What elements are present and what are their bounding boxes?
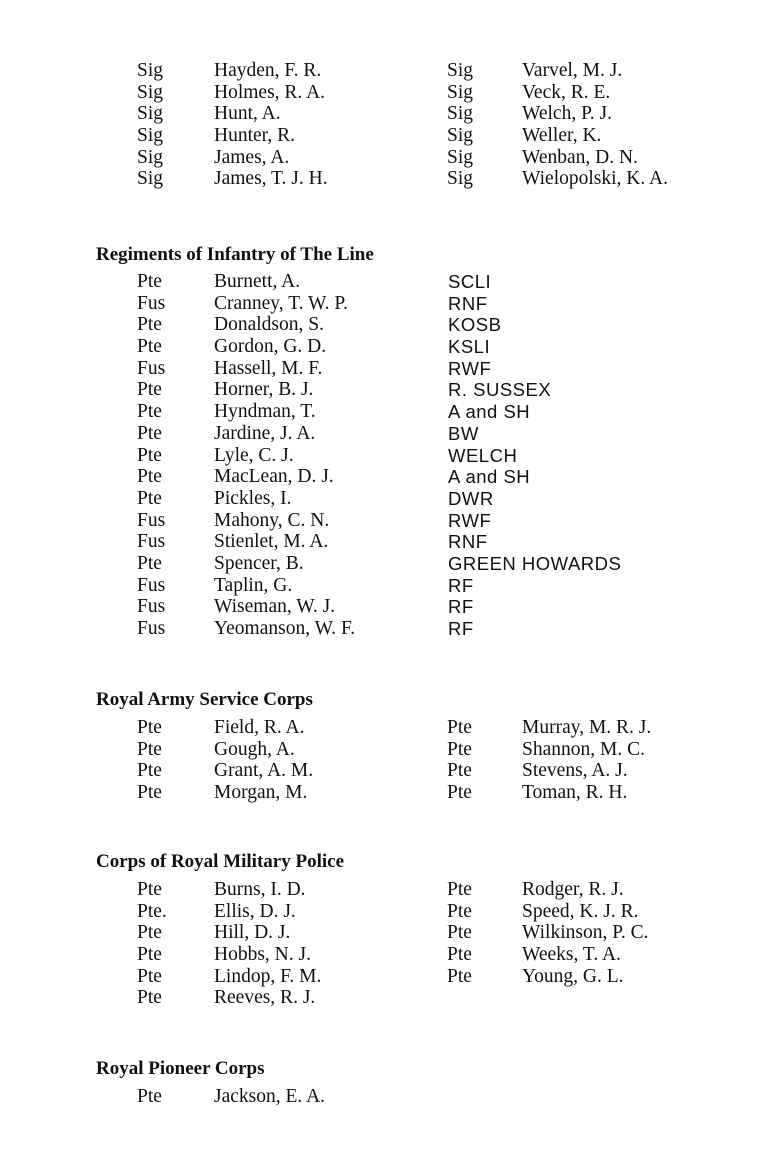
name: Wielopolski, K. A. — [522, 168, 669, 190]
rank: Pte — [137, 717, 162, 738]
name: Burns, I. D. — [214, 879, 306, 900]
rank: Fus — [137, 596, 166, 618]
rank: Sig — [447, 125, 474, 147]
name: Morgan, M. — [214, 782, 308, 804]
list-item — [0, 358, 780, 380]
rank: Pte — [137, 444, 162, 466]
name: Hill, D. J. — [214, 922, 291, 944]
name: Grant, A. M. — [214, 760, 314, 782]
section-heading-rmp: Corps of Royal Military Police — [96, 851, 345, 872]
name: Jackson, E. A. — [214, 1086, 326, 1107]
rank: Sig — [137, 168, 164, 190]
list-item — [0, 575, 780, 597]
rank: Pte — [137, 922, 162, 944]
rank: Fus — [137, 357, 166, 379]
list-item — [0, 423, 780, 445]
name: Rodger, R. J. — [522, 879, 624, 900]
rank: Pte — [137, 987, 162, 1009]
rank: Pte — [137, 944, 162, 966]
name: Weeks, T. A. — [522, 944, 621, 966]
name: Shannon, M. C. — [522, 738, 645, 760]
list-item — [0, 596, 780, 618]
name: Burnett, A. — [214, 271, 301, 292]
regiment: RF — [448, 618, 474, 639]
list-item — [0, 901, 780, 923]
rank: Pte — [137, 552, 162, 574]
name: Holmes, R. A. — [214, 81, 326, 103]
rank: Pte — [447, 760, 472, 782]
section-heading-infantry: Regiments of Infantry of The Line — [96, 244, 374, 265]
name: Jardine, J. A. — [214, 422, 316, 444]
rank: Pte — [137, 879, 162, 900]
name: Young, G. L. — [522, 965, 624, 987]
list-item — [0, 488, 780, 510]
regiment: DWR — [448, 487, 494, 509]
list-item — [0, 82, 780, 104]
list-item — [0, 717, 780, 739]
rank: Fus — [137, 618, 166, 639]
list-item — [0, 60, 780, 82]
regiment: KOSB — [448, 314, 502, 336]
name: Weller, K. — [522, 125, 602, 147]
rank: Pte — [137, 401, 162, 423]
list-item — [0, 760, 780, 782]
rank: Pte — [137, 487, 162, 509]
name: Stienlet, M. A. — [214, 531, 329, 553]
rank: Pte — [447, 922, 472, 944]
regiment: RF — [448, 596, 474, 618]
rmp-section — [0, 879, 780, 1009]
rank: Pte — [447, 965, 472, 987]
list-item — [0, 739, 780, 761]
rank: Sig — [447, 81, 474, 103]
list-item — [0, 944, 780, 966]
name: Donaldson, S. — [214, 314, 324, 336]
rank: Sig — [137, 103, 164, 125]
section-heading-rasc: Royal Army Service Corps — [96, 689, 313, 710]
rank: Pte. — [137, 900, 167, 922]
rank: Fus — [137, 574, 166, 596]
regiment: WELCH — [448, 444, 518, 466]
name: Veck, R. E. — [522, 81, 611, 103]
name: Speed, K. J. R. — [522, 900, 639, 922]
list-item — [0, 103, 780, 125]
signals-section — [0, 60, 780, 190]
regiment: RNF — [448, 531, 488, 553]
rank: Sig — [447, 60, 474, 81]
regiment: RWF — [448, 357, 492, 379]
rank: Pte — [137, 738, 162, 760]
rank: Sig — [137, 125, 164, 147]
regiment: RNF — [448, 292, 488, 314]
rasc-section — [0, 717, 780, 804]
list-item — [0, 379, 780, 401]
list-item — [0, 147, 780, 169]
name: Cranney, T. W. P. — [214, 292, 348, 314]
rank: Pte — [447, 944, 472, 966]
list-item — [0, 531, 780, 553]
name: Field, R. A. — [214, 717, 305, 738]
name: James, T. J. H. — [214, 168, 328, 190]
rank: Pte — [137, 379, 162, 401]
rank: Pte — [447, 717, 472, 738]
rank: Pte — [447, 782, 472, 804]
name: Wiseman, W. J. — [214, 596, 336, 618]
name: Hyndman, T. — [214, 401, 316, 423]
list-item — [0, 966, 780, 988]
rank: Fus — [137, 509, 166, 531]
infantry-section — [0, 271, 780, 640]
regiment: BW — [448, 422, 479, 444]
signals-list — [0, 60, 780, 190]
rank: Pte — [137, 336, 162, 358]
name: Yeomanson, W. F. — [214, 618, 356, 639]
list-item — [0, 987, 780, 1009]
list-item — [0, 125, 780, 147]
list-item — [0, 510, 780, 532]
name: Murray, M. R. J. — [522, 717, 652, 738]
name: James, A. — [214, 146, 290, 168]
rank: Pte — [137, 271, 162, 292]
section-heading-pioneer: Royal Pioneer Corps — [96, 1058, 265, 1079]
rank: Pte — [137, 1086, 162, 1107]
regiment: KSLI — [448, 336, 491, 358]
list-item — [0, 445, 780, 467]
regiment: RWF — [448, 509, 492, 531]
rank: Pte — [137, 314, 162, 336]
rank: Sig — [447, 103, 474, 125]
name: Lyle, C. J. — [214, 444, 294, 466]
name: Hayden, F. R. — [214, 60, 322, 81]
list-item — [0, 271, 780, 293]
rank: Sig — [447, 168, 474, 190]
list-item — [0, 1086, 780, 1108]
list-item — [0, 879, 780, 901]
rank: Sig — [137, 60, 164, 81]
name: Wilkinson, P. C. — [522, 922, 649, 944]
name: Wenban, D. N. — [522, 146, 638, 168]
rank: Pte — [137, 965, 162, 987]
regiment: SCLI — [448, 271, 492, 292]
list-item — [0, 293, 780, 315]
name: Taplin, G. — [214, 574, 293, 596]
name: Varvel, M. J. — [522, 60, 623, 81]
list-item — [0, 922, 780, 944]
pioneer-section — [0, 1086, 780, 1108]
name: Lindop, F. M. — [214, 965, 322, 987]
name: Mahony, C. N. — [214, 509, 330, 531]
name: Hunter, R. — [214, 125, 295, 147]
rank: Pte — [447, 900, 472, 922]
list-item — [0, 168, 780, 190]
list-item — [0, 782, 780, 804]
list-item — [0, 466, 780, 488]
name: Toman, R. H. — [522, 782, 628, 804]
name: Reeves, R. J. — [214, 987, 316, 1009]
name: Hassell, M. F. — [214, 357, 323, 379]
name: MacLean, D. J. — [214, 466, 334, 488]
rank: Pte — [137, 422, 162, 444]
rank: Fus — [137, 531, 166, 553]
name: Stevens, A. J. — [522, 760, 628, 782]
name: Ellis, D. J. — [214, 900, 296, 922]
rank: Pte — [447, 879, 472, 900]
rank: Sig — [137, 146, 164, 168]
regiment: RF — [448, 574, 474, 596]
name: Welch, P. J. — [522, 103, 612, 125]
rank: Pte — [137, 760, 162, 782]
name: Spencer, B. — [214, 552, 304, 574]
name: Pickles, I. — [214, 487, 292, 509]
list-item — [0, 336, 780, 358]
name: Hunt, A. — [214, 103, 281, 125]
rank: Pte — [137, 782, 162, 804]
regiment: A and SH — [448, 466, 531, 488]
rank: Pte — [137, 466, 162, 488]
name: Horner, B. J. — [214, 379, 314, 401]
list-item — [0, 553, 780, 575]
rank: Sig — [137, 81, 164, 103]
rank: Pte — [447, 738, 472, 760]
list-item — [0, 314, 780, 336]
regiment: GREEN HOWARDS — [448, 552, 622, 574]
list-item — [0, 401, 780, 423]
rank: Fus — [137, 292, 166, 314]
regiment: R. SUSSEX — [448, 379, 552, 401]
rank: Sig — [447, 146, 474, 168]
name: Gordon, G. D. — [214, 336, 327, 358]
name: Gough, A. — [214, 738, 295, 760]
name: Hobbs, N. J. — [214, 944, 311, 966]
regiment: A and SH — [448, 401, 531, 423]
list-item — [0, 618, 780, 640]
